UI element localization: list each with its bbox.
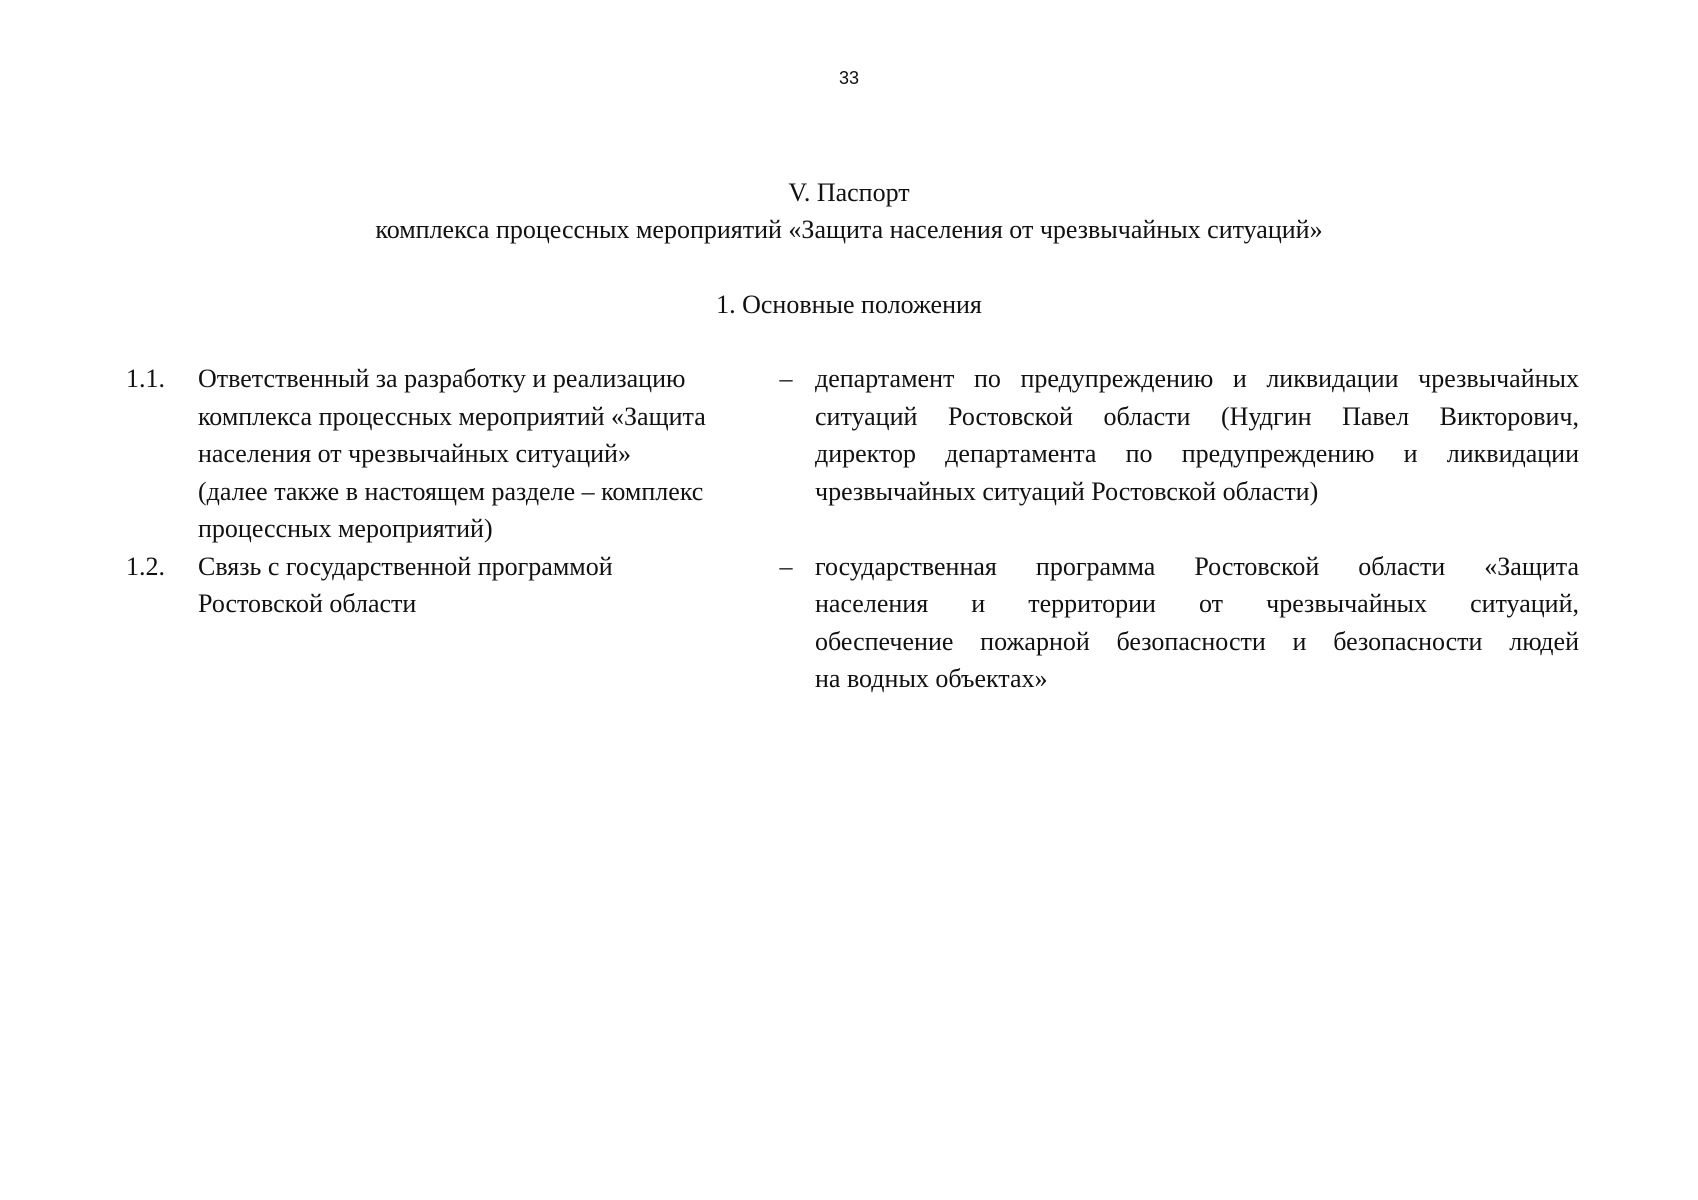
title-line-2: комплекса процессных мероприятий «Защита населения от чрезвычайных ситуаций» [375, 215, 1323, 244]
item-value-line: государственная программа Ростовской области «Защита [815, 551, 1579, 581]
section-heading: 1. Основные положения [716, 290, 982, 319]
item-label-line: Ростовской области [198, 589, 417, 618]
item-value [815, 548, 1579, 698]
item-value-line: чрезвычайных ситуаций Ростовской области) [815, 476, 1319, 506]
item-number: 1.1. [126, 364, 165, 393]
item-value [815, 360, 1579, 510]
item-label [198, 360, 768, 548]
passport-item-1-2 [0, 548, 1698, 693]
document-title [0, 174, 1698, 248]
item-label-line: Ответственный за разработку и реализацию [198, 364, 686, 393]
passport-item-1-1 [0, 360, 1698, 548]
item-label [198, 548, 768, 623]
item-value-line: на водных объектах» [815, 664, 1048, 693]
passport-items-list [0, 360, 1698, 693]
item-value-line: департамент по предупреждению и ликвидации чрезвычайных [815, 364, 1579, 393]
title-line-1: V. Паспорт [788, 178, 910, 207]
item-value-line: ситуаций Ростовской области (Нудгин Павел Викторович, [815, 401, 1579, 431]
item-dash: – [779, 551, 793, 581]
item-dash: – [779, 364, 793, 393]
item-label-line: населения от чрезвычайных ситуаций» [198, 439, 631, 468]
item-label-line: Связь с государственной программой [198, 551, 613, 581]
item-value-line: обеспечение пожарной безопасности и безопасности людей [815, 626, 1579, 656]
item-label-line: комплекса процессных мероприятий «Защита [198, 401, 706, 431]
item-value-line: населения и территории от чрезвычайных ситуаций, [815, 589, 1579, 618]
page-number: 33 [838, 68, 860, 88]
item-label-line: (далее также в настоящем разделе – комплекс [198, 476, 704, 506]
item-value-line: директор департамента по предупреждению и ликвидации [815, 439, 1579, 468]
item-label-line: процессных мероприятий) [198, 514, 493, 543]
item-number: 1.2. [126, 551, 165, 581]
